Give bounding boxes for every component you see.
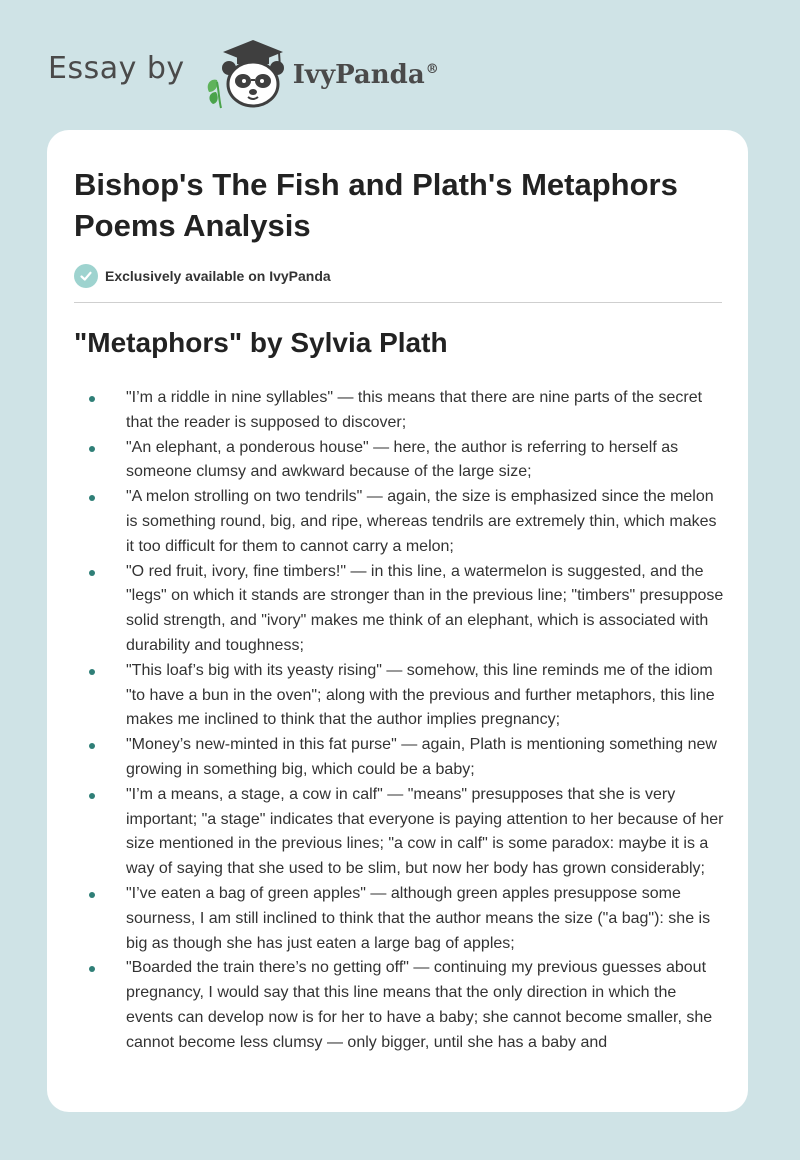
- list-item: [126, 386, 726, 436]
- bullet-dot: [89, 793, 95, 799]
- list-item-text: "Boarded the train there’s no getting off" — continuing my previous guesses about pregnancy, I would say that this line means that the only direction in which the events can develop now is for her to have a baby; she cannot become smaller, she cannot become less clumsy — only bigger, until she has a baby and: [126, 959, 713, 1051]
- list-item: [126, 485, 726, 559]
- brand-header[interactable]: [48, 32, 439, 112]
- bullet-dot: [89, 743, 95, 749]
- list-item-text: "Money’s new-minted in this fat purse" — again, Plath is mentioning something new growing in something big, which could be a baby;: [126, 736, 717, 778]
- list-item-text: "An elephant, a ponderous house" — here, the author is referring to herself as someone clumsy and awkward because of the large size;: [126, 438, 679, 481]
- bullet-dot: [89, 892, 95, 898]
- bullet-dot: [89, 396, 95, 402]
- bullet-dot: [89, 669, 95, 675]
- list-item-text: "A melon strolling on two tendrils" — again, the size is emphasized since the melon is something round, big, and ripe, whereas tendrils are extremely thin, which makes it too difficult for them to cannot carry a melon;: [126, 488, 717, 555]
- essay-card: [47, 130, 748, 1112]
- checkmark-icon: [74, 264, 98, 288]
- divider: [74, 302, 722, 303]
- bullet-dot: [89, 570, 95, 576]
- list-item: [126, 783, 726, 882]
- bullet-dot: [89, 446, 95, 452]
- section-heading: "Metaphors" by Sylvia Plath: [74, 327, 448, 358]
- metaphor-list: [126, 386, 726, 1056]
- brand-prefix: Essay by: [48, 50, 185, 86]
- registered-mark: ®: [425, 62, 439, 78]
- bullet-dot: [89, 966, 95, 972]
- exclusive-label: Exclusively available on IvyPanda: [105, 268, 331, 284]
- exclusive-badge: [74, 264, 331, 288]
- list-item: [126, 882, 726, 956]
- brand-name: IvyPanda®: [292, 60, 439, 90]
- list-item-text: "I’m a riddle in nine syllables" — this means that there are nine parts of the secret that the reader is supposed to discover;: [126, 389, 703, 431]
- essay-title: Bishop's The Fish and Plath's Metaphors Poems Analysis: [74, 167, 678, 243]
- list-item: [126, 436, 726, 486]
- bullet-dot: [89, 495, 95, 501]
- list-item-text: "I’m a means, a stage, a cow in calf" — "means" presupposes that she is very important; "a stage" indicates that everyone is paying attention to her because of her size mentioned in the previous lines; "a cow in calf" is some paradox: maybe it is a way of saying that she used to be slim, but now her body has grown considerably;: [126, 785, 724, 878]
- list-item: [126, 659, 726, 733]
- list-item-text: "I’ve eaten a bag of green apples" — although green apples presuppose some sourness, I am still inclined to think that the author means the size ("a bag"): she is big as though she has just eaten a large bag of apples;: [126, 884, 711, 952]
- list-item: [126, 733, 726, 783]
- list-item: [126, 956, 726, 1055]
- list-item: [126, 560, 726, 659]
- panda-logo-icon: [203, 34, 287, 110]
- list-item-text: "O red fruit, ivory, fine timbers!" — in this line, a watermelon is suggested, and the "legs" on which it stands are stronger than in the previous line; "timbers" presuppose solid strength, and "ivory" makes me think of an elephant, which is associated with durability and toughness;: [126, 562, 724, 654]
- list-item-text: "This loaf’s big with its yeasty rising" — somehow, this line reminds me of the idiom "to have a bun in the oven"; along with the previous and further metaphors, this line makes me inclined to think that the author implies pregnancy;: [126, 661, 715, 729]
